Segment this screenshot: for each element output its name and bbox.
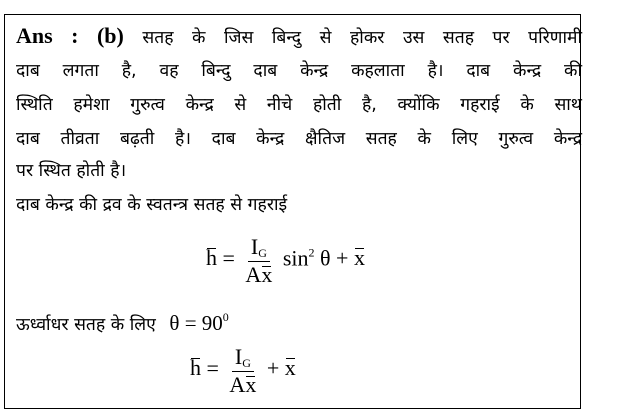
formula1-denominator bbox=[242, 262, 275, 286]
formula1-fraction bbox=[242, 235, 275, 286]
formula2-fraction bbox=[226, 345, 259, 396]
answer-box bbox=[4, 14, 581, 409]
vertical-surface-line bbox=[16, 311, 229, 335]
formula2-num-sub: G bbox=[242, 356, 251, 370]
formula1-xbar: x bbox=[353, 245, 365, 271]
formula1-num-main: I bbox=[250, 234, 259, 259]
formula2-xbar: x bbox=[284, 355, 296, 381]
formula2-plus: + bbox=[266, 355, 280, 381]
condition-theta: θ bbox=[169, 311, 180, 335]
answer-line-2: दाब लगता है, वह बिन्दु दाब केन्द्र कहलाता है। दाब केन्द्र की bbox=[16, 61, 582, 81]
formula2-num-main: I bbox=[234, 344, 243, 369]
formula1-eq: = bbox=[222, 245, 235, 271]
condition-eq: = bbox=[184, 311, 197, 335]
formula2-den-x: x bbox=[245, 371, 257, 397]
formula1-plus: + bbox=[336, 245, 349, 271]
formula1-numerator bbox=[248, 235, 270, 262]
answer-line-4: दाब तीव्रता बढ़ती है। दाब केन्द्र क्षैतिज सतह के लिए गुरुत्व केन्द्र bbox=[16, 129, 582, 149]
formula2-denominator bbox=[226, 372, 259, 396]
vertical-surface-text: ऊर्ध्वाधर सतह के लिए bbox=[16, 315, 156, 335]
formula1-sin: sin bbox=[282, 245, 309, 271]
formula1-num-sub: G bbox=[258, 246, 267, 260]
theta-condition bbox=[169, 311, 228, 335]
formula1-den-x: x bbox=[261, 261, 273, 287]
depth-line: दाब केन्द्र की द्रव के स्वतन्त्र सतह से गहराई bbox=[16, 195, 288, 215]
formula1-sin-exp: 2 bbox=[308, 245, 315, 260]
formula-general bbox=[206, 235, 365, 286]
condition-value: 90 bbox=[201, 311, 223, 335]
formula2-den-a: A bbox=[229, 371, 246, 397]
answer-label: Ans : (b) bbox=[16, 23, 124, 48]
answer-line-1-text: सतह के जिस बिन्दु से होकर उस सतह पर परिणामी bbox=[142, 28, 582, 48]
condition-exp: 0 bbox=[222, 310, 229, 324]
formula1-den-a: A bbox=[245, 261, 262, 287]
answer-line-3: स्थिति हमेशा गुरुत्व केन्द्र से नीचे होती है, क्योंकि गहराई के साथ bbox=[16, 95, 582, 115]
formula-vertical bbox=[190, 345, 296, 396]
formula1-theta: θ bbox=[320, 245, 331, 271]
answer-line-5: पर स्थित होती है। bbox=[16, 161, 127, 181]
formula1-lhs: h bbox=[206, 245, 217, 271]
formula2-numerator bbox=[232, 345, 254, 372]
answer-line-1 bbox=[16, 25, 582, 48]
formula2-eq: = bbox=[206, 355, 219, 381]
formula2-lhs: h bbox=[190, 355, 201, 381]
